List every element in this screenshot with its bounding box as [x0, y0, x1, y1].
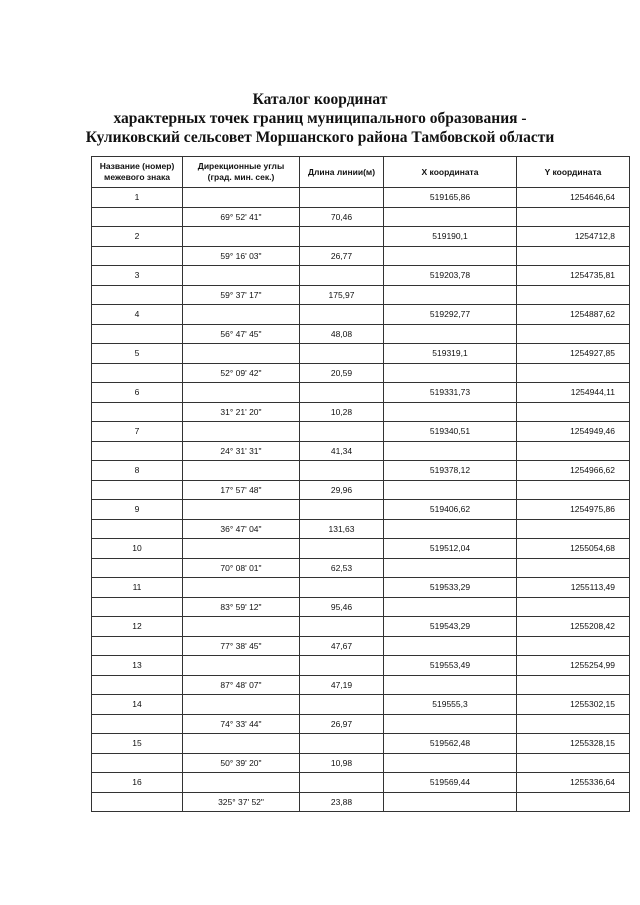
- direction-angle-cell: 50° 39' 20": [183, 753, 300, 773]
- line-length-cell: 62,53: [300, 558, 384, 578]
- x-coordinate-cell: 519553,49: [384, 656, 517, 676]
- point-name-cell: 1: [92, 188, 183, 208]
- line-length-cell: 47,67: [300, 636, 384, 656]
- x-coordinate-cell: 519319,1: [384, 344, 517, 364]
- header-line-length: Длина линии(м): [300, 157, 384, 188]
- table-header-row: [92, 157, 630, 188]
- line-length-cell: 29,96: [300, 480, 384, 500]
- y-coordinate-cell: 1255113,49: [517, 578, 630, 598]
- empty-cell: [300, 305, 384, 325]
- line-length-cell: 26,77: [300, 246, 384, 266]
- point-name-cell: 13: [92, 656, 183, 676]
- header-y-coordinate: Y координата: [517, 157, 630, 188]
- empty-cell: [92, 246, 183, 266]
- point-name-cell: 10: [92, 539, 183, 559]
- empty-cell: [92, 675, 183, 695]
- line-length-cell: 95,46: [300, 597, 384, 617]
- y-coordinate-cell: 1255254,99: [517, 656, 630, 676]
- table-row: [92, 402, 630, 422]
- y-coordinate-cell: 1254646,64: [517, 188, 630, 208]
- table-row: [92, 792, 630, 812]
- empty-cell: [300, 500, 384, 520]
- empty-cell: [384, 675, 517, 695]
- empty-cell: [384, 636, 517, 656]
- empty-cell: [183, 695, 300, 715]
- table-row: [92, 656, 630, 676]
- point-name-cell: 12: [92, 617, 183, 637]
- empty-cell: [92, 636, 183, 656]
- line-length-cell: 20,59: [300, 363, 384, 383]
- table-row: [92, 558, 630, 578]
- table-row: [92, 734, 630, 754]
- point-name-cell: 8: [92, 461, 183, 481]
- y-coordinate-cell: 1255054,68: [517, 539, 630, 559]
- table-row: [92, 695, 630, 715]
- table-row: [92, 461, 630, 481]
- line-length-cell: 10,98: [300, 753, 384, 773]
- point-name-cell: 9: [92, 500, 183, 520]
- empty-cell: [92, 480, 183, 500]
- empty-cell: [92, 753, 183, 773]
- x-coordinate-cell: 519203,78: [384, 266, 517, 286]
- table-row: [92, 188, 630, 208]
- table-row: [92, 383, 630, 403]
- point-name-cell: 5: [92, 344, 183, 364]
- table-row: [92, 675, 630, 695]
- empty-cell: [300, 461, 384, 481]
- empty-cell: [183, 500, 300, 520]
- empty-cell: [300, 773, 384, 793]
- table-row: [92, 246, 630, 266]
- table-row: [92, 480, 630, 500]
- empty-cell: [183, 734, 300, 754]
- y-coordinate-cell: 1255336,64: [517, 773, 630, 793]
- header-point-name: Название (номер) межевого знака: [92, 157, 183, 188]
- direction-angle-cell: 74° 33' 44": [183, 714, 300, 734]
- table-row: [92, 500, 630, 520]
- line-length-cell: 41,34: [300, 441, 384, 461]
- table-row: [92, 227, 630, 247]
- empty-cell: [92, 519, 183, 539]
- header-x-coordinate: X координата: [384, 157, 517, 188]
- table-row: [92, 344, 630, 364]
- point-name-cell: 3: [92, 266, 183, 286]
- coordinates-table: [91, 156, 630, 812]
- empty-cell: [384, 714, 517, 734]
- empty-cell: [92, 285, 183, 305]
- empty-cell: [384, 285, 517, 305]
- direction-angle-cell: 59° 37' 17": [183, 285, 300, 305]
- point-name-cell: 14: [92, 695, 183, 715]
- empty-cell: [300, 617, 384, 637]
- line-length-cell: 47,19: [300, 675, 384, 695]
- direction-angle-cell: 56° 47' 45": [183, 324, 300, 344]
- point-name-cell: 4: [92, 305, 183, 325]
- empty-cell: [517, 207, 630, 227]
- empty-cell: [92, 714, 183, 734]
- empty-cell: [517, 753, 630, 773]
- empty-cell: [384, 402, 517, 422]
- table-row: [92, 539, 630, 559]
- direction-angle-cell: 87° 48' 07": [183, 675, 300, 695]
- table-row: [92, 441, 630, 461]
- empty-cell: [92, 402, 183, 422]
- title-line-1: Каталог координат: [252, 91, 388, 108]
- empty-cell: [517, 480, 630, 500]
- empty-cell: [384, 441, 517, 461]
- direction-angle-cell: 83° 59' 12": [183, 597, 300, 617]
- x-coordinate-cell: 519562,48: [384, 734, 517, 754]
- empty-cell: [384, 324, 517, 344]
- y-coordinate-cell: 1254887,62: [517, 305, 630, 325]
- empty-cell: [92, 597, 183, 617]
- empty-cell: [183, 422, 300, 442]
- empty-cell: [183, 539, 300, 559]
- empty-cell: [183, 617, 300, 637]
- direction-angle-cell: 24° 31' 31": [183, 441, 300, 461]
- table-row: [92, 578, 630, 598]
- x-coordinate-cell: 519190,1: [384, 227, 517, 247]
- table-row: [92, 636, 630, 656]
- empty-cell: [517, 597, 630, 617]
- line-length-cell: 48,08: [300, 324, 384, 344]
- table-row: [92, 597, 630, 617]
- empty-cell: [183, 578, 300, 598]
- x-coordinate-cell: 519165,86: [384, 188, 517, 208]
- title-line-3: Куликовский сельсовет Моршанского района Тамбовской области: [85, 129, 555, 146]
- document-title: [0, 90, 640, 147]
- table-row: [92, 519, 630, 539]
- empty-cell: [517, 441, 630, 461]
- empty-cell: [300, 695, 384, 715]
- empty-cell: [384, 207, 517, 227]
- x-coordinate-cell: 519331,73: [384, 383, 517, 403]
- y-coordinate-cell: 1254966,62: [517, 461, 630, 481]
- line-length-cell: 131,63: [300, 519, 384, 539]
- y-coordinate-cell: 1254975,86: [517, 500, 630, 520]
- empty-cell: [183, 227, 300, 247]
- table-row: [92, 422, 630, 442]
- x-coordinate-cell: 519555,3: [384, 695, 517, 715]
- empty-cell: [517, 324, 630, 344]
- x-coordinate-cell: 519378,12: [384, 461, 517, 481]
- empty-cell: [517, 792, 630, 812]
- empty-cell: [300, 227, 384, 247]
- empty-cell: [517, 363, 630, 383]
- table-row: [92, 773, 630, 793]
- line-length-cell: 26,97: [300, 714, 384, 734]
- x-coordinate-cell: 519292,77: [384, 305, 517, 325]
- empty-cell: [384, 597, 517, 617]
- y-coordinate-cell: 1254712,8: [517, 227, 630, 247]
- point-name-cell: 16: [92, 773, 183, 793]
- y-coordinate-cell: 1255328,15: [517, 734, 630, 754]
- empty-cell: [517, 285, 630, 305]
- direction-angle-cell: 70° 08' 01": [183, 558, 300, 578]
- point-name-cell: 7: [92, 422, 183, 442]
- empty-cell: [183, 344, 300, 364]
- table-row: [92, 617, 630, 637]
- x-coordinate-cell: 519512,04: [384, 539, 517, 559]
- empty-cell: [384, 480, 517, 500]
- empty-cell: [300, 266, 384, 286]
- point-name-cell: 2: [92, 227, 183, 247]
- empty-cell: [92, 792, 183, 812]
- header-direction-angle: Дирекционные углы (град. мин. сек.): [183, 157, 300, 188]
- title-line-2: характерных точек границ муниципального образования -: [113, 110, 527, 127]
- empty-cell: [300, 734, 384, 754]
- empty-cell: [517, 714, 630, 734]
- point-name-cell: 11: [92, 578, 183, 598]
- empty-cell: [92, 324, 183, 344]
- direction-angle-cell: 17° 57' 48": [183, 480, 300, 500]
- line-length-cell: 10,28: [300, 402, 384, 422]
- direction-angle-cell: 52° 09' 42": [183, 363, 300, 383]
- empty-cell: [517, 519, 630, 539]
- empty-cell: [92, 207, 183, 227]
- empty-cell: [384, 363, 517, 383]
- direction-angle-cell: 77° 38' 45": [183, 636, 300, 656]
- empty-cell: [300, 383, 384, 403]
- empty-cell: [517, 636, 630, 656]
- empty-cell: [92, 441, 183, 461]
- y-coordinate-cell: 1254735,81: [517, 266, 630, 286]
- line-length-cell: 175,97: [300, 285, 384, 305]
- direction-angle-cell: 69° 52' 41": [183, 207, 300, 227]
- line-length-cell: 23,88: [300, 792, 384, 812]
- empty-cell: [517, 402, 630, 422]
- empty-cell: [300, 656, 384, 676]
- table-row: [92, 753, 630, 773]
- empty-cell: [384, 558, 517, 578]
- x-coordinate-cell: 519543,29: [384, 617, 517, 637]
- empty-cell: [183, 383, 300, 403]
- empty-cell: [384, 753, 517, 773]
- empty-cell: [300, 539, 384, 559]
- empty-cell: [92, 558, 183, 578]
- x-coordinate-cell: 519340,51: [384, 422, 517, 442]
- empty-cell: [517, 675, 630, 695]
- direction-angle-cell: 325° 37' 52": [183, 792, 300, 812]
- empty-cell: [517, 558, 630, 578]
- empty-cell: [300, 344, 384, 364]
- table-row: [92, 363, 630, 383]
- empty-cell: [384, 519, 517, 539]
- empty-cell: [517, 246, 630, 266]
- empty-cell: [183, 305, 300, 325]
- empty-cell: [384, 792, 517, 812]
- y-coordinate-cell: 1255302,15: [517, 695, 630, 715]
- point-name-cell: 6: [92, 383, 183, 403]
- y-coordinate-cell: 1255208,42: [517, 617, 630, 637]
- x-coordinate-cell: 519533,29: [384, 578, 517, 598]
- x-coordinate-cell: 519569,44: [384, 773, 517, 793]
- empty-cell: [183, 773, 300, 793]
- empty-cell: [183, 266, 300, 286]
- empty-cell: [183, 461, 300, 481]
- empty-cell: [300, 422, 384, 442]
- table-row: [92, 285, 630, 305]
- table-body: [92, 188, 630, 812]
- y-coordinate-cell: 1254927,85: [517, 344, 630, 364]
- empty-cell: [300, 578, 384, 598]
- table-row: [92, 714, 630, 734]
- empty-cell: [183, 188, 300, 208]
- point-name-cell: 15: [92, 734, 183, 754]
- empty-cell: [300, 188, 384, 208]
- empty-cell: [183, 656, 300, 676]
- direction-angle-cell: 36° 47' 04": [183, 519, 300, 539]
- table-row: [92, 266, 630, 286]
- y-coordinate-cell: 1254944,11: [517, 383, 630, 403]
- direction-angle-cell: 59° 16' 03": [183, 246, 300, 266]
- table-row: [92, 207, 630, 227]
- table-row: [92, 324, 630, 344]
- table-row: [92, 305, 630, 325]
- y-coordinate-cell: 1254949,46: [517, 422, 630, 442]
- empty-cell: [384, 246, 517, 266]
- direction-angle-cell: 31° 21' 20": [183, 402, 300, 422]
- empty-cell: [92, 363, 183, 383]
- x-coordinate-cell: 519406,62: [384, 500, 517, 520]
- line-length-cell: 70,46: [300, 207, 384, 227]
